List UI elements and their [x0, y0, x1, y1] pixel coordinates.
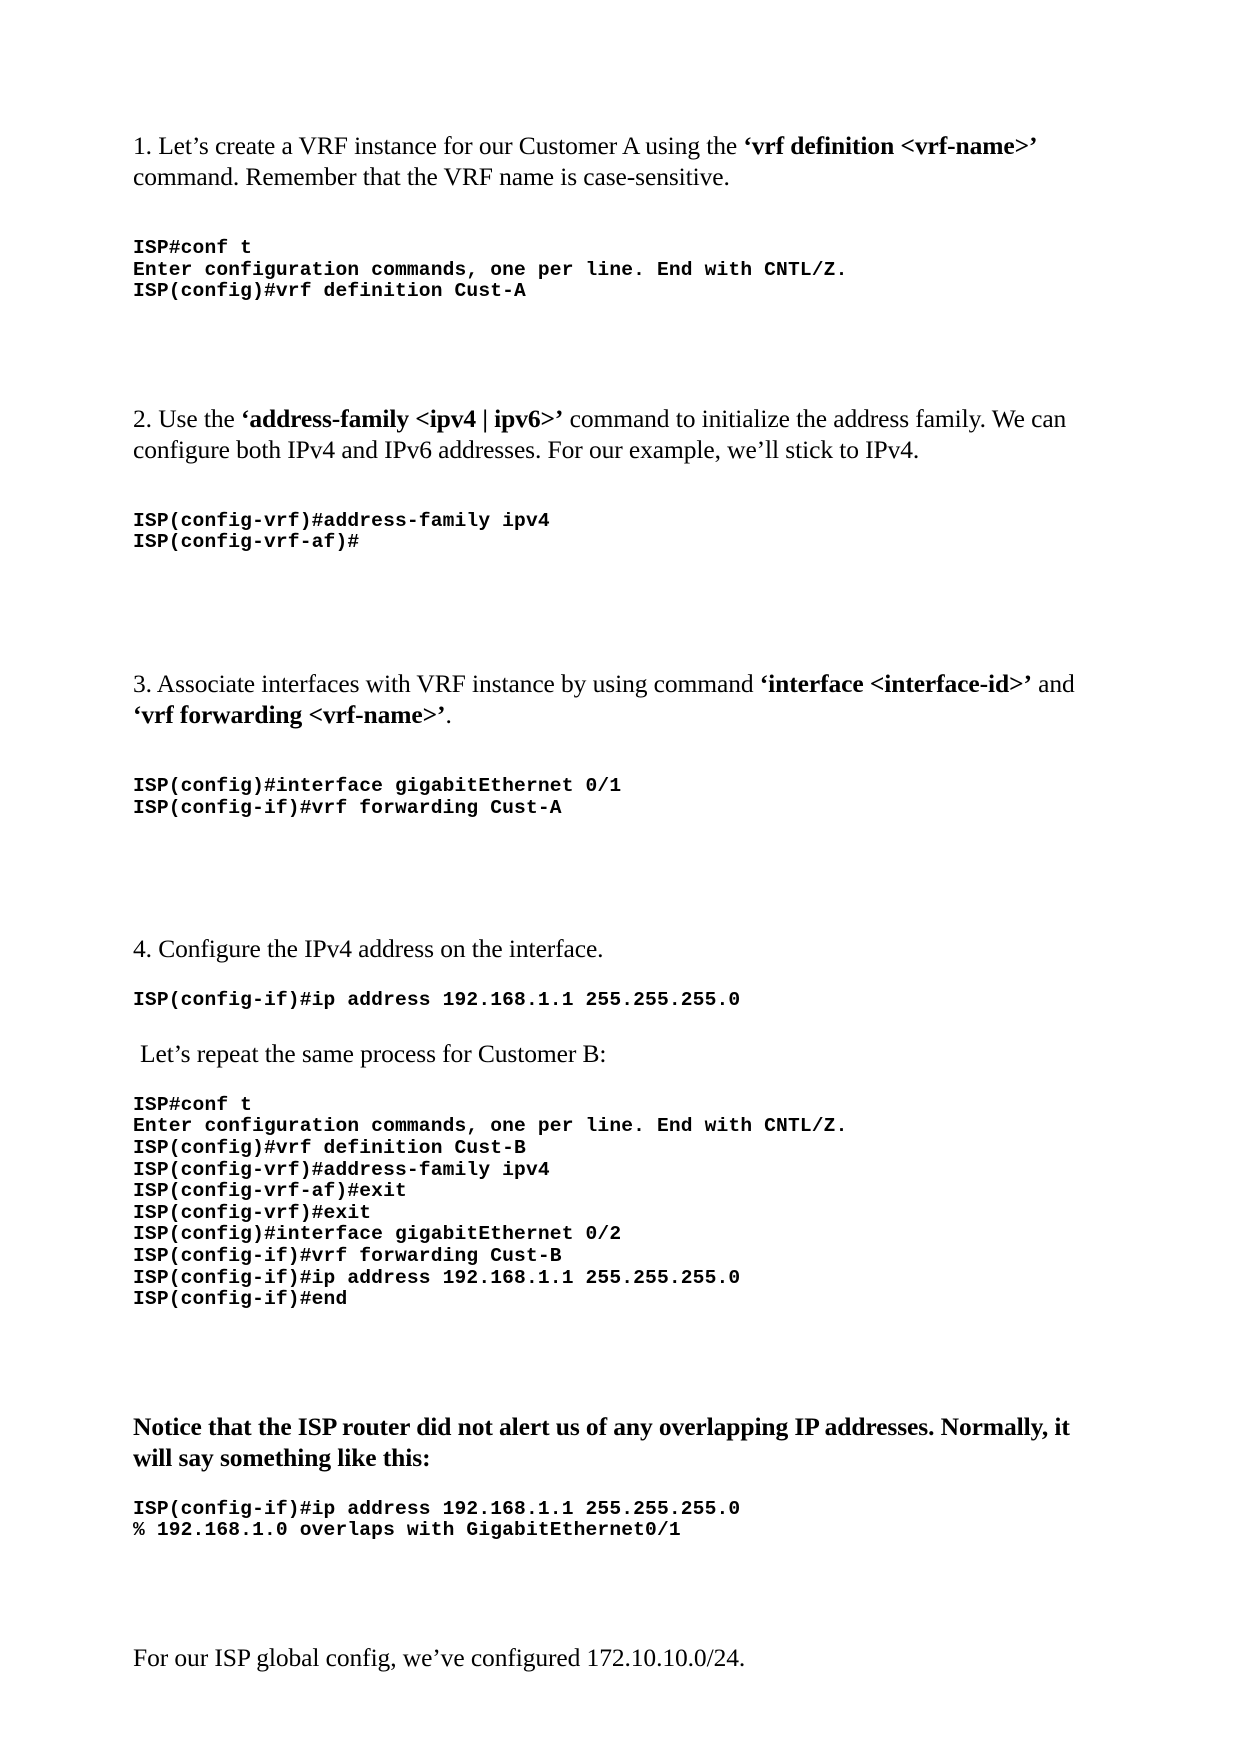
step-3-command-bold-2: ‘vrf forwarding <vrf-name>’: [133, 699, 446, 729]
spacer: [133, 192, 1101, 238]
spacer: [133, 964, 1101, 990]
step-2-paragraph: [133, 403, 1101, 465]
code-line: ISP(config-vrf)#address-family ipv4: [133, 509, 550, 532]
step-1-paragraph: [133, 130, 1101, 192]
code-line: ISP(config)#vrf definition Cust-B: [133, 1136, 526, 1159]
customer-b-code-block: [133, 1095, 1101, 1311]
code-line: ISP(config)#interface gigabitEthernet 0/2: [133, 1223, 622, 1246]
spacer: [133, 1012, 1101, 1038]
code-line: Enter configuration commands, one per line. End with CNTL/Z.: [133, 258, 848, 281]
code-line: ISP#conf t: [133, 1093, 253, 1116]
step-4-paragraph: 4. Configure the IPv4 address on the interface.: [133, 934, 604, 964]
code-line: ISP(config-if)#ip address 192.168.1.1 255.255.255.0: [133, 1497, 741, 1520]
step-3-text-part2: and: [1031, 668, 1075, 698]
step-1-text-part2: command. Remember that the VRF name is case-sensitive.: [133, 162, 730, 191]
spacer: [133, 1311, 1101, 1411]
step-3-text-part3: .: [445, 699, 452, 729]
notice-paragraph: [133, 1411, 1101, 1473]
code-line: ISP(config-vrf-af)#: [133, 531, 360, 554]
spacer: [133, 654, 1101, 668]
spacer: [133, 303, 1101, 403]
step-2-code-block: [133, 511, 1101, 554]
spacer: [133, 1069, 1101, 1095]
notice-code-block: [133, 1499, 1101, 1542]
code-line: ISP#conf t: [133, 237, 253, 259]
code-line: ISP(config-vrf)#address-family ipv4: [133, 1158, 550, 1181]
code-line: ISP(config-if)#end: [133, 1288, 348, 1311]
code-line: ISP(config)#vrf definition Cust-A: [133, 280, 526, 303]
step-2-text-part2: command to initialize the address family. We can configure both IPv4 and IPv6 addresses. For our example, we’ll stick to IPv4.: [133, 403, 1067, 464]
code-line: ISP(config-if)#ip address 192.168.1.1 255.255.255.0: [133, 1266, 741, 1289]
closing-paragraph: For our ISP global config, we’ve configured 172.10.10.0/24.: [133, 1642, 746, 1672]
step-1-code-block: [133, 238, 1101, 303]
spacer: [133, 554, 1101, 654]
step-2-text-part1: 2. Use the: [133, 403, 241, 433]
code-line: ISP(config-if)#ip address 192.168.1.1 255.255.255.0: [133, 989, 741, 1012]
spacer: [133, 1473, 1101, 1499]
notice-bold-text: Notice that the ISP router did not alert us of any overlapping IP addresses. Normally, it will say something like this:: [133, 1411, 1070, 1472]
code-line: ISP(config-if)#vrf forwarding Cust-B: [133, 1244, 562, 1267]
spacer: [133, 1542, 1101, 1642]
customer-b-intro: Let’s repeat the same process for Customer B:: [140, 1038, 607, 1068]
spacer: [133, 919, 1101, 933]
spacer: [133, 819, 1101, 919]
step-3-command-bold-1: ‘interface <interface-id>’: [759, 668, 1032, 698]
spacer: [133, 730, 1101, 776]
step-1-text-part1: 1. Let’s create a VRF instance for our Customer A using the: [133, 131, 744, 160]
step-3-paragraph: [133, 668, 1101, 730]
step-3-code-block: [133, 776, 1101, 819]
code-line: % 192.168.1.0 overlaps with GigabitEthernet0/1: [133, 1519, 681, 1542]
step-4-code-block: [133, 990, 1101, 1012]
code-line: ISP(config-if)#vrf forwarding Cust-A: [133, 796, 562, 819]
code-line: ISP(config-vrf)#exit: [133, 1201, 372, 1224]
step-2-command-bold: ‘address-family <ipv4 | ipv6>’: [240, 403, 564, 433]
code-line: ISP(config)#interface gigabitEthernet 0/1: [133, 774, 622, 797]
step-1-command-bold: ‘vrf definition <vrf-name>’: [743, 131, 1038, 160]
step-3-text-part1: 3. Associate interfaces with VRF instance by using command: [133, 668, 760, 698]
code-line: ISP(config-vrf-af)#exit: [133, 1180, 407, 1203]
code-line: Enter configuration commands, one per line. End with CNTL/Z.: [133, 1115, 848, 1138]
spacer: [133, 465, 1101, 511]
